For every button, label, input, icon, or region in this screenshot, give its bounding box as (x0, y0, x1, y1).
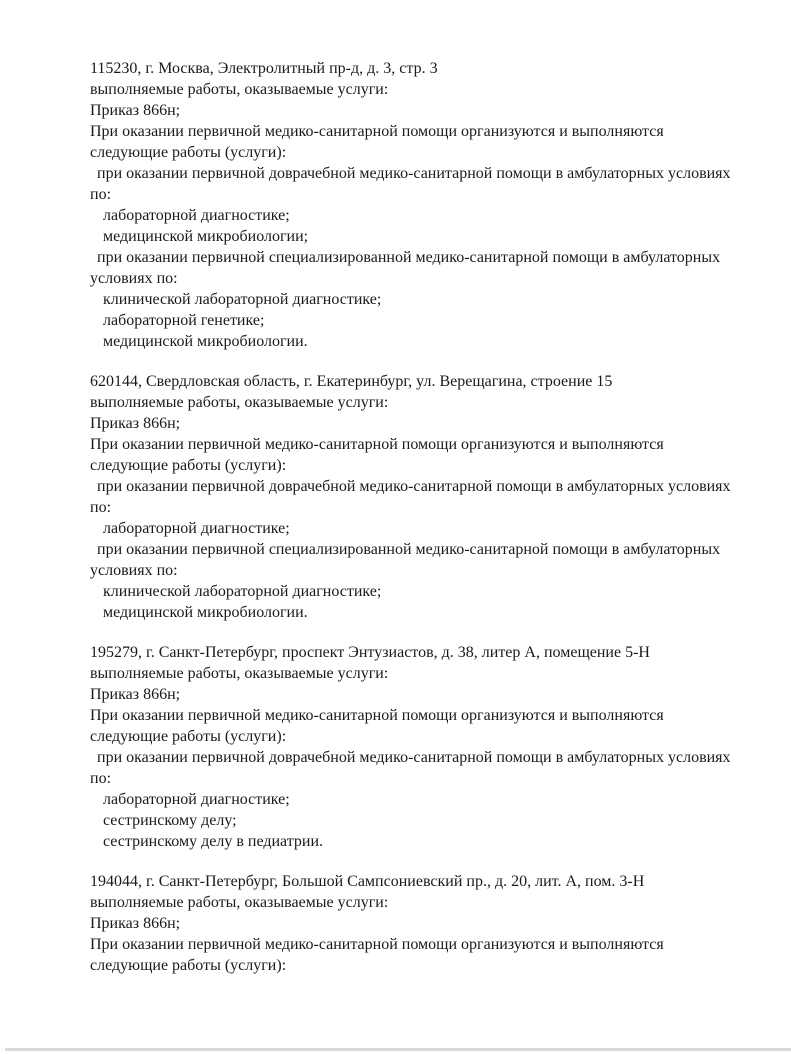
service-item-line: сестринскому делу; (103, 812, 237, 829)
address-line: 194044, г. Санкт-Петербург, Большой Сампсониевский пр., д. 20, лит. А, пом. 3-Н (90, 873, 645, 890)
service-item-line: медицинской микробиологии. (103, 604, 308, 621)
service-item-line: клинической лабораторной диагностике; (103, 583, 382, 600)
bottom-divider (5, 1048, 791, 1051)
service-item-line: медицинской микробиологии. (103, 333, 308, 350)
service-item-line: клинической лабораторной диагностике; (103, 291, 382, 308)
service-item-line: лабораторной генетике; (103, 312, 265, 329)
service-category-line: при оказании первичной доврачебной медико-санитарной помощи в амбулаторных условиях по: (90, 749, 731, 787)
license-location-block (90, 642, 741, 852)
license-location-block (90, 371, 741, 623)
works-label: выполняемые работы, оказываемые услуги: (90, 81, 389, 98)
address-line: 115230, г. Москва, Электролитный пр-д, д. 3, стр. 3 (90, 60, 438, 77)
service-item-line: сестринскому делу в педиатрии. (103, 833, 324, 850)
works-label: выполняемые работы, оказываемые услуги: (90, 665, 389, 682)
license-location-block (90, 871, 741, 976)
intro-line: При оказании первичной медико-санитарной помощи организуются и выполняются следующие работы (услуги): (90, 123, 664, 161)
order-line: Приказ 866н; (90, 415, 181, 432)
intro-line: При оказании первичной медико-санитарной помощи организуются и выполняются следующие работы (услуги): (90, 436, 664, 474)
service-item-line: лабораторной диагностике; (103, 791, 290, 808)
works-label: выполняемые работы, оказываемые услуги: (90, 394, 389, 411)
address-line: 620144, Свердловская область, г. Екатеринбург, ул. Верещагина, строение 15 (90, 373, 613, 390)
order-line: Приказ 866н; (90, 102, 181, 119)
works-label: выполняемые работы, оказываемые услуги: (90, 894, 389, 911)
service-category-line: при оказании первичной доврачебной медико-санитарной помощи в амбулаторных условиях по: (90, 165, 731, 203)
service-category-line: при оказании первичной специализированной медико-санитарной помощи в амбулаторных условиях по: (90, 541, 721, 579)
service-category-line: при оказании первичной доврачебной медико-санитарной помощи в амбулаторных условиях по: (90, 478, 731, 516)
order-line: Приказ 866н; (90, 686, 181, 703)
service-item-line: медицинской микробиологии; (103, 228, 309, 245)
license-location-block (90, 58, 741, 352)
order-line: Приказ 866н; (90, 915, 181, 932)
service-item-line: лабораторной диагностике; (103, 520, 290, 537)
intro-line: При оказании первичной медико-санитарной помощи организуются и выполняются следующие работы (услуги): (90, 936, 664, 974)
service-item-line: лабораторной диагностике; (103, 207, 290, 224)
intro-line: При оказании первичной медико-санитарной помощи организуются и выполняются следующие работы (услуги): (90, 707, 664, 745)
service-category-line: при оказании первичной специализированной медико-санитарной помощи в амбулаторных условиях по: (90, 249, 721, 287)
address-line: 195279, г. Санкт-Петербург, проспект Энтузиастов, д. 38, литер А, помещение 5-Н (90, 644, 650, 661)
